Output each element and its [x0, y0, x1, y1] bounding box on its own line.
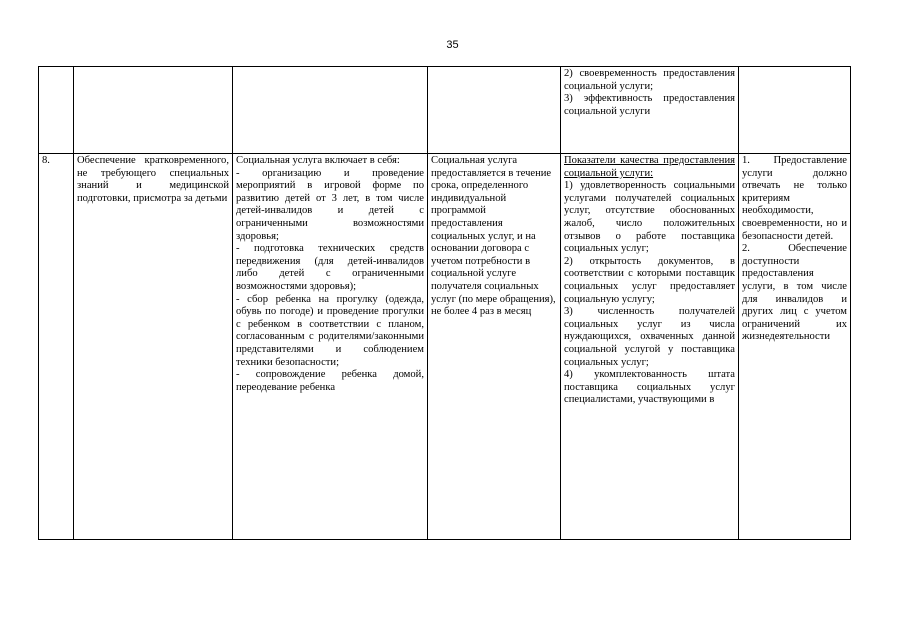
services-table: [38, 66, 851, 540]
quality-item: 2) открытость документов, в соответствии с которыми поставщик социальных услуг предоставляет социальную услугу;: [564, 255, 735, 305]
content-intro: Социальная услуга включает в себя:: [236, 155, 400, 166]
content-item: - сопровождение ребенка домой, переодевание ребенка: [236, 369, 424, 393]
condition-item: 1. Предоставление услуги должно отвечать не только критериям необходимости, своевременности, но и безопасности детей.: [742, 155, 847, 242]
page-number: 35: [446, 39, 459, 51]
quality-item: 3) численность получателей социальных услуг из числа нуждающихся, охваченных данной социальной услугой у поставщика социальных услуг;: [564, 306, 735, 368]
cell-content-empty: [233, 67, 428, 154]
cell-number-empty: [39, 67, 74, 154]
service-conditions: [739, 154, 851, 540]
content-item: - организацию и проведение мероприятий в игровой форме по развитию детей от 3 лет, в том числе детей-инвалидов и детей с ограниченными возможностями здоровья;: [236, 167, 424, 242]
table-row: [39, 154, 851, 540]
quality-item: 1) удовлетворенность социальными услугами получателей социальных услуг, отсутствие обоснованных жалоб, число положительных отзывов о работе поставщика социальных услуг;: [564, 180, 735, 255]
row-number: 8.: [39, 154, 74, 540]
cell-quality-continued: [561, 67, 739, 154]
quality-item: 4) укомплектованность штата поставщика социальных услуг специалистами, участвующими в: [564, 369, 735, 406]
service-content: [233, 154, 428, 540]
cell-name-empty: [74, 67, 233, 154]
quality-line: 3) эффективность предоставления социальной услуги: [564, 93, 735, 117]
content-item: - подготовка технических средств передвижения (для детей-инвалидов либо детей с ограниченными возможностями здоровья);: [236, 243, 424, 292]
service-term: Социальная услуга предоставляется в течение срока, определенного индивидуальной программой предоставления социальных услуг, и на основании договора с учетом потребности в социальной услуге получателя социальных услуг (по мере обращения), не более 4 раз в месяц: [428, 154, 561, 540]
quality-line: 2) своевременность предоставления социальной услуги;: [564, 68, 735, 92]
quality-indicators: [561, 154, 739, 540]
cell-conditions-empty: [739, 67, 851, 154]
quality-heading: Показатели качества предоставления социальной услуги:: [564, 155, 735, 179]
cell-term-empty: [428, 67, 561, 154]
service-name: Обеспечение кратковременного, не требующего специальных знаний и медицинской подготовки, присмотра за детьми: [74, 154, 233, 540]
continuation-row: [39, 67, 851, 154]
content-item: - сбор ребенка на прогулку (одежда, обувь по погоде) и проведение прогулки с ребенком в соответствии с планом, согласованным с родителями/законными представителями и соблюдением техники безопасности;: [236, 293, 424, 368]
condition-item: 2. Обеспечение доступности предоставления услуги, в том числе для инвалидов и других лиц с учетом ограничений их жизнедеятельности: [742, 243, 847, 343]
